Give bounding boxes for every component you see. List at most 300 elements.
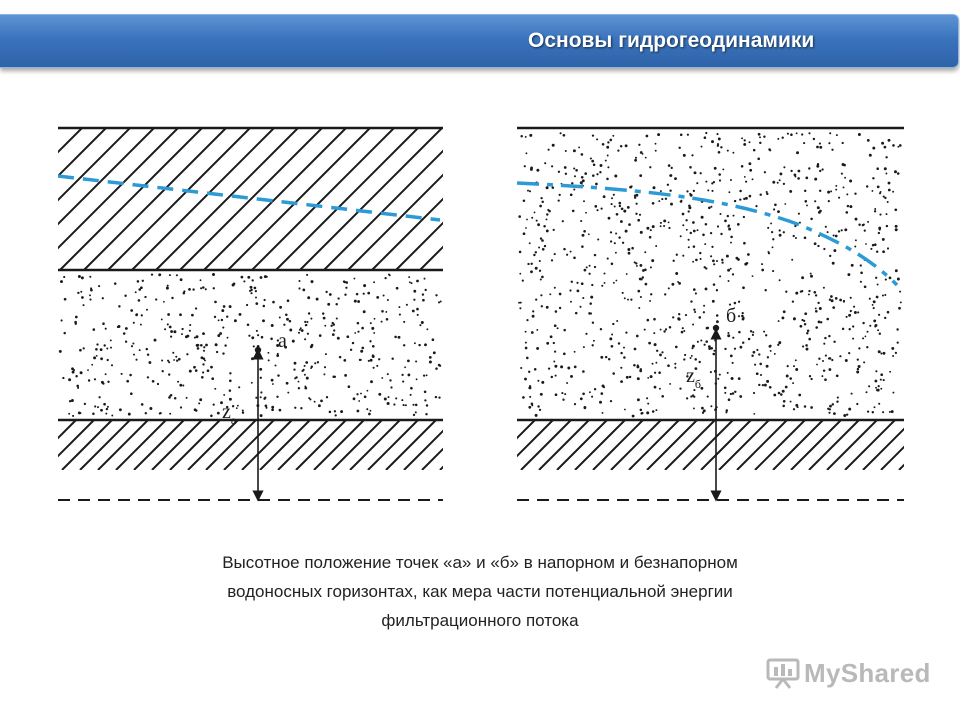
sand-dot	[765, 289, 767, 291]
sand-dot	[170, 336, 172, 338]
sand-dot	[719, 213, 721, 215]
sand-dot	[677, 281, 679, 283]
sand-dot	[399, 314, 401, 316]
sand-dot	[102, 322, 105, 325]
sand-dot	[616, 320, 618, 322]
sand-dot	[755, 205, 757, 207]
sand-dot	[593, 164, 596, 167]
sand-dot	[862, 337, 864, 339]
sand-dot	[363, 310, 366, 313]
sand-dot	[322, 312, 324, 314]
sand-dot	[539, 205, 542, 208]
sand-dot	[207, 369, 210, 372]
sand-dot	[255, 297, 257, 299]
sand-dot	[872, 244, 875, 247]
sand-dot	[71, 399, 74, 402]
sand-dot	[767, 356, 769, 358]
sand-dot	[554, 287, 556, 289]
sand-dot	[254, 287, 257, 290]
sand-dot	[64, 298, 67, 301]
sand-dot	[774, 204, 777, 207]
sand-dot	[637, 290, 640, 293]
sand-dot	[601, 285, 603, 287]
sand-dot	[438, 364, 441, 367]
sand-dot	[641, 412, 643, 414]
sand-dot	[548, 367, 550, 369]
sand-dot	[860, 264, 862, 266]
sand-dot	[407, 373, 410, 376]
sand-dot	[250, 289, 252, 291]
sand-dot	[772, 238, 774, 240]
sand-dot	[730, 355, 733, 358]
sand-dot	[866, 346, 868, 348]
sand-dot	[168, 373, 170, 375]
sand-dot	[584, 406, 587, 409]
sand-dot	[730, 268, 732, 270]
sand-dot	[369, 410, 371, 412]
sand-dot	[425, 289, 427, 291]
sand-dot	[852, 338, 854, 340]
sand-dot	[167, 323, 169, 325]
sand-dot	[339, 356, 342, 359]
sand-dot	[660, 222, 662, 224]
sand-dot	[567, 367, 570, 370]
sand-dot	[582, 393, 585, 396]
sand-dot	[887, 247, 889, 249]
sand-dot	[724, 392, 726, 394]
sand-dot	[849, 205, 852, 208]
sand-dot	[539, 409, 541, 411]
sand-dot	[875, 370, 877, 372]
sand-dot	[581, 176, 584, 179]
sand-dot	[333, 329, 335, 331]
sand-dot	[390, 386, 392, 388]
sand-dot	[684, 354, 686, 356]
sand-dot	[652, 202, 655, 205]
sand-dot	[734, 348, 736, 350]
sand-dot	[742, 312, 744, 314]
sand-dot	[201, 376, 204, 379]
sand-dot	[247, 276, 250, 279]
sand-dot	[608, 358, 610, 360]
sand-dot	[842, 142, 844, 144]
sand-dot	[271, 379, 274, 382]
point-b-label: б	[726, 305, 737, 327]
sand-dot	[785, 291, 787, 293]
sand-dot	[125, 341, 127, 343]
sand-dot	[640, 151, 643, 154]
sand-dot	[810, 406, 813, 409]
sand-dot	[357, 331, 359, 333]
sand-dot	[271, 406, 274, 409]
sand-dot	[730, 393, 732, 395]
sand-dot	[683, 330, 685, 332]
sand-dot	[846, 316, 848, 318]
sand-dot	[682, 327, 684, 329]
sand-dot	[610, 400, 612, 402]
sand-dot	[656, 350, 658, 352]
sand-dot	[154, 339, 157, 342]
sand-dot	[683, 154, 686, 157]
sand-dot	[800, 325, 803, 328]
sand-dot	[691, 154, 693, 156]
sand-dot	[713, 283, 716, 286]
sand-dot	[777, 182, 779, 184]
sand-dot	[671, 167, 673, 169]
sand-dot	[596, 138, 598, 140]
sand-dot	[870, 248, 872, 250]
sand-dot	[579, 306, 581, 308]
sand-dot	[387, 299, 389, 301]
sand-dot	[728, 280, 730, 282]
sand-dot	[538, 247, 540, 249]
sand-dot	[169, 274, 171, 276]
sand-dot	[416, 378, 418, 380]
sand-dot	[813, 291, 816, 294]
sand-dot	[742, 341, 744, 343]
sand-dot	[756, 349, 758, 351]
sand-dot	[304, 385, 306, 387]
sand-dot	[571, 182, 573, 184]
sand-dot	[353, 397, 356, 400]
sand-dot	[804, 405, 807, 408]
sand-dot	[654, 343, 657, 346]
sand-dot	[350, 349, 352, 351]
sand-dot	[891, 410, 894, 413]
sand-dot	[569, 289, 571, 291]
sand-dot	[884, 294, 886, 296]
sand-dot	[627, 206, 630, 209]
sand-dot	[639, 214, 641, 216]
sand-dot	[813, 138, 815, 140]
sand-dot	[869, 298, 871, 300]
sand-dot	[605, 356, 607, 358]
sand-dot	[857, 358, 859, 360]
sand-dot	[678, 313, 680, 315]
sand-dot	[806, 204, 808, 206]
sand-dot	[330, 325, 332, 327]
sand-dot	[111, 364, 113, 366]
sand-dot	[415, 404, 418, 407]
sand-dot	[173, 359, 175, 361]
sand-dot	[874, 406, 876, 408]
sand-dot	[602, 412, 604, 414]
sand-dot	[326, 396, 328, 398]
sand-dot	[103, 403, 106, 406]
sand-dot	[525, 227, 527, 229]
sand-dot	[298, 287, 300, 289]
sand-dot	[742, 317, 744, 319]
left-sand-dots	[59, 273, 442, 417]
sand-dot	[138, 299, 141, 302]
sand-dot	[255, 290, 257, 292]
hatch-stroke	[0, 128, 82, 270]
sand-dot	[761, 263, 763, 265]
sand-dot	[730, 179, 732, 181]
sand-dot	[787, 133, 789, 135]
sand-dot	[332, 375, 335, 378]
sand-dot	[611, 263, 614, 266]
sand-dot	[668, 287, 670, 289]
sand-dot	[824, 378, 827, 381]
sand-dot	[862, 322, 864, 324]
sand-dot	[658, 371, 661, 374]
sand-dot	[872, 147, 875, 150]
sand-dot	[744, 263, 747, 266]
sand-dot	[289, 320, 292, 323]
sand-dot	[203, 350, 205, 352]
sand-dot	[814, 242, 817, 245]
sand-dot	[611, 197, 613, 199]
sand-dot	[804, 237, 807, 240]
hatch-stroke	[108, 128, 250, 270]
sand-dot	[79, 349, 82, 352]
sand-dot	[555, 310, 558, 313]
sand-dot	[336, 317, 338, 319]
sand-dot	[525, 331, 527, 333]
sand-dot	[340, 410, 343, 413]
sand-dot	[607, 166, 609, 168]
sand-dot	[574, 403, 576, 405]
sand-dot	[534, 368, 537, 371]
sand-dot	[563, 248, 566, 251]
sand-dot	[727, 372, 729, 374]
sand-dot	[745, 181, 747, 183]
sand-dot	[637, 219, 640, 222]
sand-dot	[412, 310, 415, 313]
sand-dot	[125, 327, 128, 330]
sand-dot	[752, 331, 754, 333]
sand-dot	[669, 190, 671, 192]
sand-dot	[645, 157, 647, 159]
sand-dot	[625, 144, 628, 147]
sand-dot	[251, 382, 253, 384]
sand-dot	[304, 365, 306, 367]
sand-dot	[224, 344, 226, 346]
sand-dot	[752, 334, 754, 336]
sand-dot	[798, 170, 801, 173]
sand-dot	[618, 202, 621, 205]
sand-dot	[329, 411, 332, 414]
sand-dot	[413, 299, 415, 301]
sand-dot	[311, 280, 314, 283]
sand-dot	[806, 348, 809, 351]
sand-dot	[364, 395, 367, 398]
sand-dot	[692, 261, 694, 263]
hatch-stroke	[420, 128, 562, 270]
sand-dot	[753, 392, 755, 394]
sand-dot	[846, 193, 848, 195]
sand-dot	[368, 413, 371, 416]
sand-dot	[634, 348, 637, 351]
sand-dot	[779, 234, 782, 237]
sand-dot	[680, 235, 682, 237]
sand-dot	[327, 303, 330, 306]
sand-dot	[728, 228, 731, 231]
sand-dot	[590, 157, 592, 159]
sand-dot	[198, 402, 200, 404]
hatch-stroke	[467, 420, 517, 470]
sand-dot	[887, 201, 889, 203]
sand-dot	[772, 246, 774, 248]
sand-dot	[625, 331, 627, 333]
sand-dot	[734, 302, 737, 305]
hatch-stroke	[84, 128, 226, 270]
sand-dot	[763, 331, 765, 333]
sand-dot	[335, 414, 337, 416]
sand-dot	[236, 407, 238, 409]
sand-dot	[409, 281, 411, 283]
sand-dot	[858, 365, 861, 368]
sand-dot	[418, 344, 420, 346]
sand-dot	[695, 259, 698, 262]
sand-dot	[778, 320, 780, 322]
hatch-stroke	[458, 420, 508, 470]
sand-dot	[264, 396, 266, 398]
sand-dot	[810, 275, 813, 278]
sand-dot	[147, 353, 149, 355]
sand-dot	[117, 326, 119, 328]
sand-dot	[575, 169, 578, 172]
sand-dot	[717, 143, 719, 145]
sand-dot	[536, 347, 539, 350]
sand-dot	[793, 235, 795, 237]
sand-dot	[202, 371, 204, 373]
sand-dot	[696, 182, 698, 184]
sand-dot	[384, 277, 386, 279]
sand-dot	[316, 298, 319, 301]
sand-dot	[694, 311, 696, 313]
sand-dot	[701, 407, 704, 410]
sand-dot	[551, 376, 553, 378]
sand-dot	[835, 185, 837, 187]
sand-dot	[167, 360, 169, 362]
sand-dot	[810, 378, 812, 380]
sand-dot	[519, 273, 521, 275]
sand-dot	[572, 210, 575, 213]
sand-dot	[792, 300, 794, 302]
sand-dot	[576, 282, 578, 284]
sand-dot	[600, 328, 602, 330]
sand-dot	[426, 404, 428, 406]
sand-dot	[877, 329, 879, 331]
sand-dot	[518, 215, 521, 218]
sand-dot	[344, 281, 346, 283]
sand-dot	[705, 223, 708, 226]
sand-dot	[830, 190, 832, 192]
sand-dot	[251, 336, 254, 339]
z-b-label: $z_б$	[686, 365, 701, 391]
sand-dot	[649, 166, 651, 168]
sand-dot	[614, 206, 616, 208]
sand-dot	[405, 404, 407, 406]
sand-dot	[804, 190, 806, 192]
sand-dot	[772, 181, 775, 184]
sand-dot	[232, 405, 234, 407]
z-a-label: $z_а$	[222, 401, 237, 427]
sand-dot	[660, 225, 662, 227]
sand-dot	[858, 133, 861, 136]
sand-dot	[585, 212, 587, 214]
sand-dot	[827, 191, 830, 194]
sand-dot	[611, 345, 614, 348]
sand-dot	[306, 274, 308, 276]
sand-dot	[880, 352, 882, 354]
sand-dot	[647, 403, 649, 405]
sand-dot	[611, 203, 613, 205]
point-b-marker	[713, 325, 719, 331]
sand-dot	[607, 155, 609, 157]
sand-dot	[289, 329, 292, 332]
sand-dot	[263, 305, 266, 308]
sand-dot	[271, 324, 274, 327]
sand-dot	[107, 406, 109, 408]
sand-dot	[584, 172, 587, 175]
sand-dot	[167, 313, 170, 316]
sand-dot	[68, 378, 71, 381]
sand-dot	[262, 319, 265, 322]
sand-dot	[279, 306, 282, 309]
sand-dot	[705, 181, 707, 183]
sand-dot	[100, 348, 103, 351]
sand-dot	[627, 299, 629, 301]
sand-dot	[343, 359, 346, 362]
sand-dot	[694, 171, 697, 174]
sand-dot	[637, 377, 640, 380]
sand-dot	[768, 252, 770, 254]
sand-dot	[555, 375, 557, 377]
sand-dot	[740, 346, 743, 349]
sand-dot	[673, 260, 675, 262]
sand-dot	[701, 216, 704, 219]
sand-dot	[756, 372, 759, 375]
sand-dot	[565, 173, 567, 175]
sand-dot	[604, 282, 606, 284]
sand-dot	[363, 284, 366, 287]
sand-dot	[265, 407, 267, 409]
sand-dot	[693, 309, 695, 311]
sand-dot	[396, 287, 399, 290]
sand-dot	[94, 378, 96, 380]
sand-dot	[429, 361, 432, 364]
sand-dot	[279, 317, 281, 319]
sand-dot	[71, 367, 74, 370]
sand-dot	[613, 282, 615, 284]
sand-dot	[118, 305, 120, 307]
sand-dot	[759, 193, 761, 195]
sand-dot	[669, 383, 671, 385]
sand-dot	[892, 191, 894, 193]
sand-dot	[519, 307, 521, 309]
sand-dot	[100, 357, 103, 360]
sand-dot	[124, 295, 126, 297]
sand-dot	[837, 397, 839, 399]
sand-dot	[615, 232, 617, 234]
sand-dot	[665, 328, 667, 330]
sand-dot	[174, 397, 177, 400]
sand-dot	[294, 407, 296, 409]
sand-dot	[808, 167, 810, 169]
sand-dot	[594, 388, 596, 390]
sand-dot	[676, 254, 678, 256]
sand-dot	[732, 362, 734, 364]
sand-dot	[703, 311, 705, 313]
sand-dot	[344, 293, 346, 295]
sand-dot	[692, 324, 694, 326]
sand-dot	[833, 341, 835, 343]
sand-dot	[829, 132, 831, 134]
sand-dot	[820, 321, 822, 323]
